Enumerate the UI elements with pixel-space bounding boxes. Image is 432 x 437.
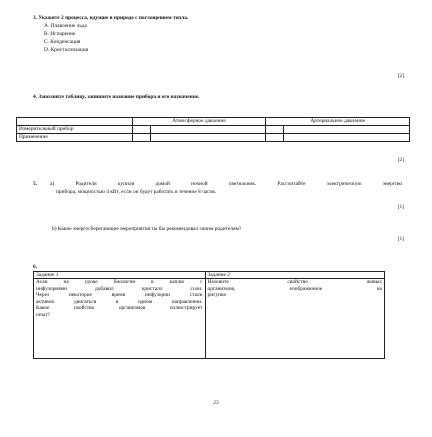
q5-mark-b: [1] [397, 236, 404, 242]
q5-part-a-line2: прибора, мощностью 4 кВт, если он будет работать в течение 8 часов. [56, 189, 217, 195]
q3-option-d: D. Кристаллизация [44, 47, 89, 53]
table-cell [266, 126, 284, 134]
q6-task1-line: Какое свойство организмов иллюстрирует [36, 305, 203, 312]
table-cell [150, 126, 266, 134]
q6-number: 6. [33, 264, 38, 270]
table-cell [266, 134, 284, 142]
q3-option-c: C. Конденсация [44, 39, 81, 45]
q6-task2-line: рисунке. [207, 292, 228, 299]
q3-option-a: A. Плавление льда [44, 23, 87, 29]
table-row [34, 279, 385, 359]
q3-mark: [2] [397, 73, 404, 79]
table-cell [284, 126, 410, 134]
table-row [17, 118, 410, 126]
table-header-empty [17, 118, 133, 126]
q3-option-b: B. Испарение [44, 31, 76, 37]
table-header-atmospheric: Атмосферное давление [132, 118, 266, 126]
table-cell [284, 134, 410, 142]
table-cell [132, 126, 150, 134]
q6-table [33, 271, 385, 359]
q6-task2-line: организмов, изображенное на [207, 285, 382, 292]
table-cell [150, 134, 266, 142]
q6-task1-line: инфузориями добавил кристалл соли. [36, 285, 203, 292]
q5-part-b: b) Какие энергосберегающие мероприятия ты бы рекомендовал своим родителям? [52, 226, 242, 232]
table-row-label-instrument: Измерительный прибор [17, 126, 133, 134]
q6-header-task1: Задание 1 [34, 272, 206, 279]
q6-task1-line: активно двигаться в одном направлении. [36, 298, 203, 305]
q4-title: 4. Заполните таблицу, запишите название прибора и его назначение. [33, 94, 200, 100]
table-row [17, 126, 410, 134]
q5-mark-a: [1] [397, 204, 404, 210]
q6-header-task2: Задание 2 [205, 272, 385, 279]
q5-part-a-line1: a) Родители купили домой ночной светильник. Рассчитайте электрическую энергию [50, 181, 402, 187]
q3-title: 3. Укажите 2 процесса, идущие в природе с поглощением тепла. [33, 15, 189, 21]
q4-table [16, 117, 410, 142]
q6-task1-line: Через некоторое время инфузории стали [36, 292, 203, 299]
q6-task1-text [34, 279, 206, 359]
q6-task1-line: опыт? [36, 311, 50, 318]
q6-task2-line: Назовите свойство живых [207, 279, 382, 286]
table-row [34, 272, 385, 279]
q6-task2-text [205, 279, 385, 359]
table-row [17, 134, 410, 142]
table-row-label-application: Применение [17, 134, 133, 142]
table-header-arterial: Артериальное давление [266, 118, 410, 126]
q6-task1-line: Асан на уроке биологии в каплю с [36, 279, 203, 286]
q5-number: 5. [33, 181, 38, 187]
page-number: 23 [213, 400, 219, 406]
q4-mark: [2] [397, 157, 404, 163]
table-cell [132, 134, 150, 142]
